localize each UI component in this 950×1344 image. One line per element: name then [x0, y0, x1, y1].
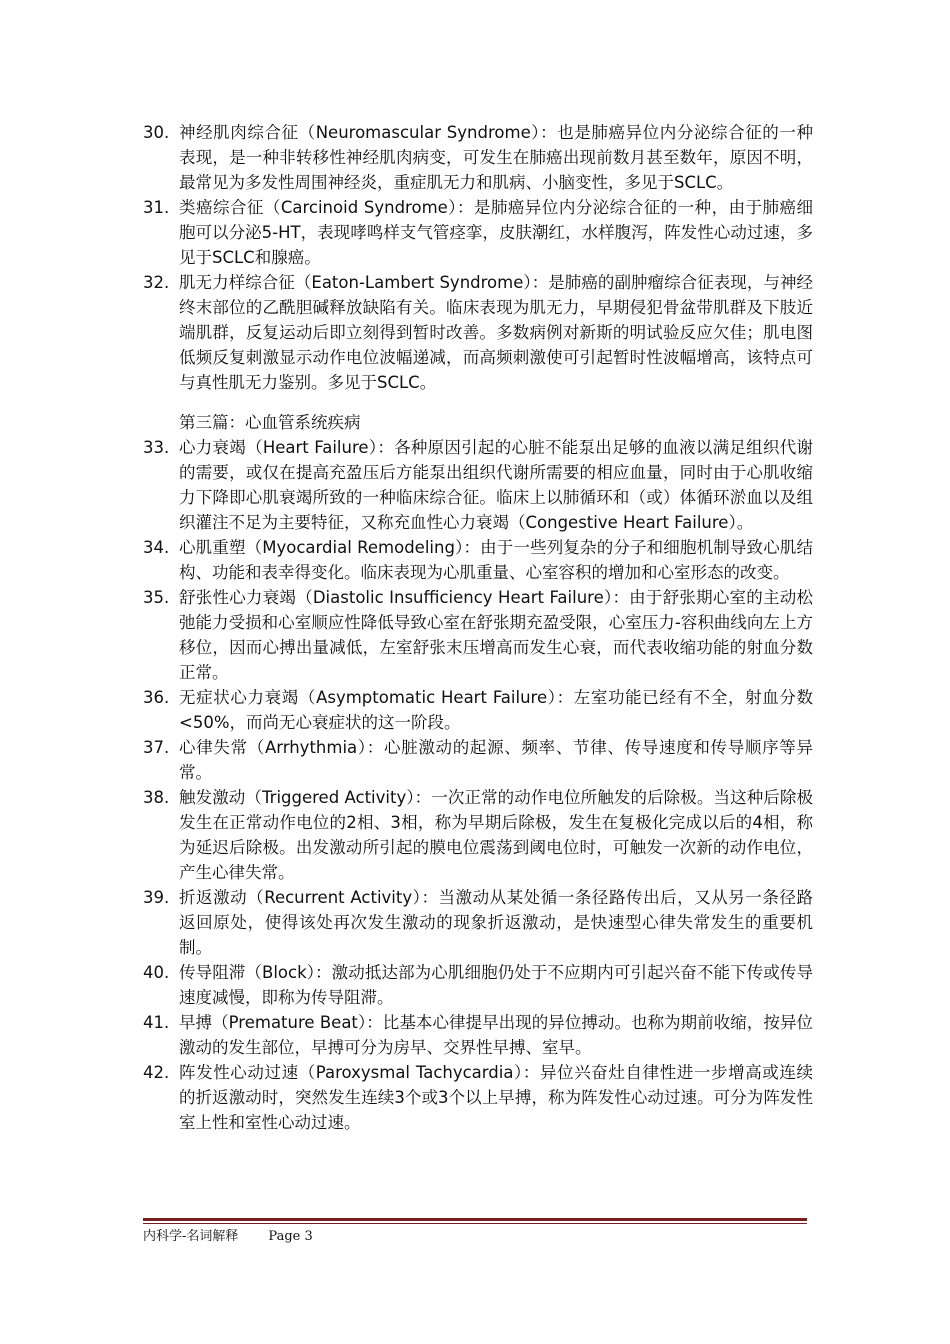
entry-number: 38. [143, 788, 170, 807]
entry-text: 传导阻滞（Block）：激动抵达部为心肌细胞仍处于不应期内可引起兴奋不能下传或传导速度减慢，即称为传导阻滞。 [179, 963, 813, 1007]
entry-number: 41. [143, 1013, 170, 1032]
entry-number: 33. [143, 438, 170, 457]
entry-text: 无症状心力衰竭（Asymptomatic Heart Failure）：左室功能已经有不全，射血分数<50%，而尚无心衰症状的这一阶段。 [179, 688, 813, 732]
entry-text: 触发激动（Triggered Activity）：一次正常的动作电位所触发的后除极。当这种后除极发生在正常动作电位的2相、3相，称为早期后除极，发生在复极化完成以后的4相，称为延迟后除极。出发激动所引起的膜电位震荡到阈电位时，可触发一次新的动作电位，产生心律失常。 [179, 788, 813, 882]
entry-number: 36. [143, 688, 170, 707]
entry-number: 32. [143, 273, 170, 292]
entry-text: 心律失常（Arrhythmia）：心脏激动的起源、频率、节律、传导速度和传导顺序等异常。 [179, 738, 813, 782]
glossary-entry [143, 1010, 813, 1060]
glossary-entry [143, 195, 813, 270]
entry-number: 35. [143, 588, 170, 607]
entry-number: 42. [143, 1063, 170, 1082]
glossary-entry [143, 960, 813, 1010]
entry-text: 心力衰竭（Heart Failure）：各种原因引起的心脏不能泵出足够的血液以满足组织代谢的需要，或仅在提高充盈压后方能泵出组织代谢所需要的相应血量，同时由于心肌收缩力下降即心肌衰竭所致的一种临床综合征。临床上以肺循环和（或）体循环淤血以及组织灌注不足为主要特征，又称充血性心力衰竭（Congestive Heart Failure）。 [179, 438, 813, 532]
entry-text: 早搏（Premature Beat）：比基本心律提早出现的异位搏动。也称为期前收缩，按异位激动的发生部位，早搏可分为房早、交界性早搏、室早。 [179, 1013, 813, 1057]
footer-rule-thin [143, 1223, 807, 1224]
entry-number: 37. [143, 738, 170, 757]
footer-page-number: Page 3 [268, 1229, 313, 1244]
entry-number: 30. [143, 123, 170, 142]
entry-text: 心肌重塑（Myocardial Remodeling）：由于一些列复杂的分子和细胞机制导致心肌结构、功能和表幸得变化。临床表现为心肌重量、心室容积的增加和心室形态的改变。 [179, 538, 813, 582]
glossary-entry [143, 270, 813, 395]
glossary-entry [143, 120, 813, 195]
entry-text: 折返激动（Recurrent Activity）：当激动从某处循一条径路传出后，又从另一条径路返回原处，使得该处再次发生激动的现象折返激动，是快速型心律失常发生的重要机制。 [179, 888, 813, 957]
page-content [143, 120, 813, 1135]
entry-text: 类癌综合征（Carcinoid Syndrome）：是肺癌异位内分泌综合征的一种，由于肺癌细胞可以分泌5-HT，表现哮鸣样支气管痉挛，皮肤潮红，水样腹泻，阵发性心动过速，多见于SCLC和腺癌。 [179, 198, 813, 267]
glossary-entry [143, 1060, 813, 1135]
glossary-entry [143, 585, 813, 685]
footer-rule-thick [143, 1218, 807, 1221]
glossary-entry [143, 785, 813, 885]
entry-number: 34. [143, 538, 170, 557]
entry-text: 舒张性心力衰竭（Diastolic Insufficiency Heart Failure）：由于舒张期心室的主动松弛能力受损和心室顺应性降低导致心室在舒张期充盈受限，心室压力-容积曲线向左上方移位，因而心搏出量减低，左室舒张末压增高而发生心衰，而代表收缩功能的射血分数正常。 [179, 588, 813, 682]
entry-number: 39. [143, 888, 170, 907]
entry-list-cardiovascular [143, 435, 813, 1135]
entry-text: 神经肌肉综合征（Neuromascular Syndrome）：也是肺癌异位内分泌综合征的一种表现，是一种非转移性神经肌肉病变，可发生在肺癌出现前数月甚至数年，原因不明，最常见为多发性周围神经炎，重症肌无力和肌病、小脑变性，多见于SCLC。 [179, 123, 813, 192]
glossary-entry [143, 435, 813, 535]
entry-list-pulmonary [143, 120, 813, 395]
entry-text: 肌无力样综合征（Eaton-Lambert Syndrome）：是肺癌的副肿瘤综合征表现，与神经终末部位的乙酰胆碱释放缺陷有关。临床表现为肌无力，早期侵犯骨盆带肌群及下肢近端肌群，反复运动后即立刻得到暂时改善。多数病例对新斯的明试验反应欠佳；肌电图低频反复刺激显示动作电位波幅递减，而高频刺激使可引起暂时性波幅增高，该特点可与真性肌无力鉴别。多见于SCLC。 [179, 273, 813, 392]
entry-text: 阵发性心动过速（Paroxysmal Tachycardia）：异位兴奋灶自律性进一步增高或连续的折返激动时，突然发生连续3个或3个以上早搏，称为阵发性心动过速。可分为阵发性室上性和室性心动过速。 [179, 1063, 813, 1132]
glossary-entry [143, 535, 813, 585]
glossary-entry [143, 735, 813, 785]
section-heading: 第三篇：心血管系统疾病 [179, 413, 361, 432]
glossary-entry [143, 685, 813, 735]
footer-title: 内科学-名词解释 [143, 1229, 239, 1244]
entry-number: 40. [143, 963, 170, 982]
page-footer [143, 1228, 313, 1246]
entry-number: 31. [143, 198, 170, 217]
glossary-entry [143, 885, 813, 960]
